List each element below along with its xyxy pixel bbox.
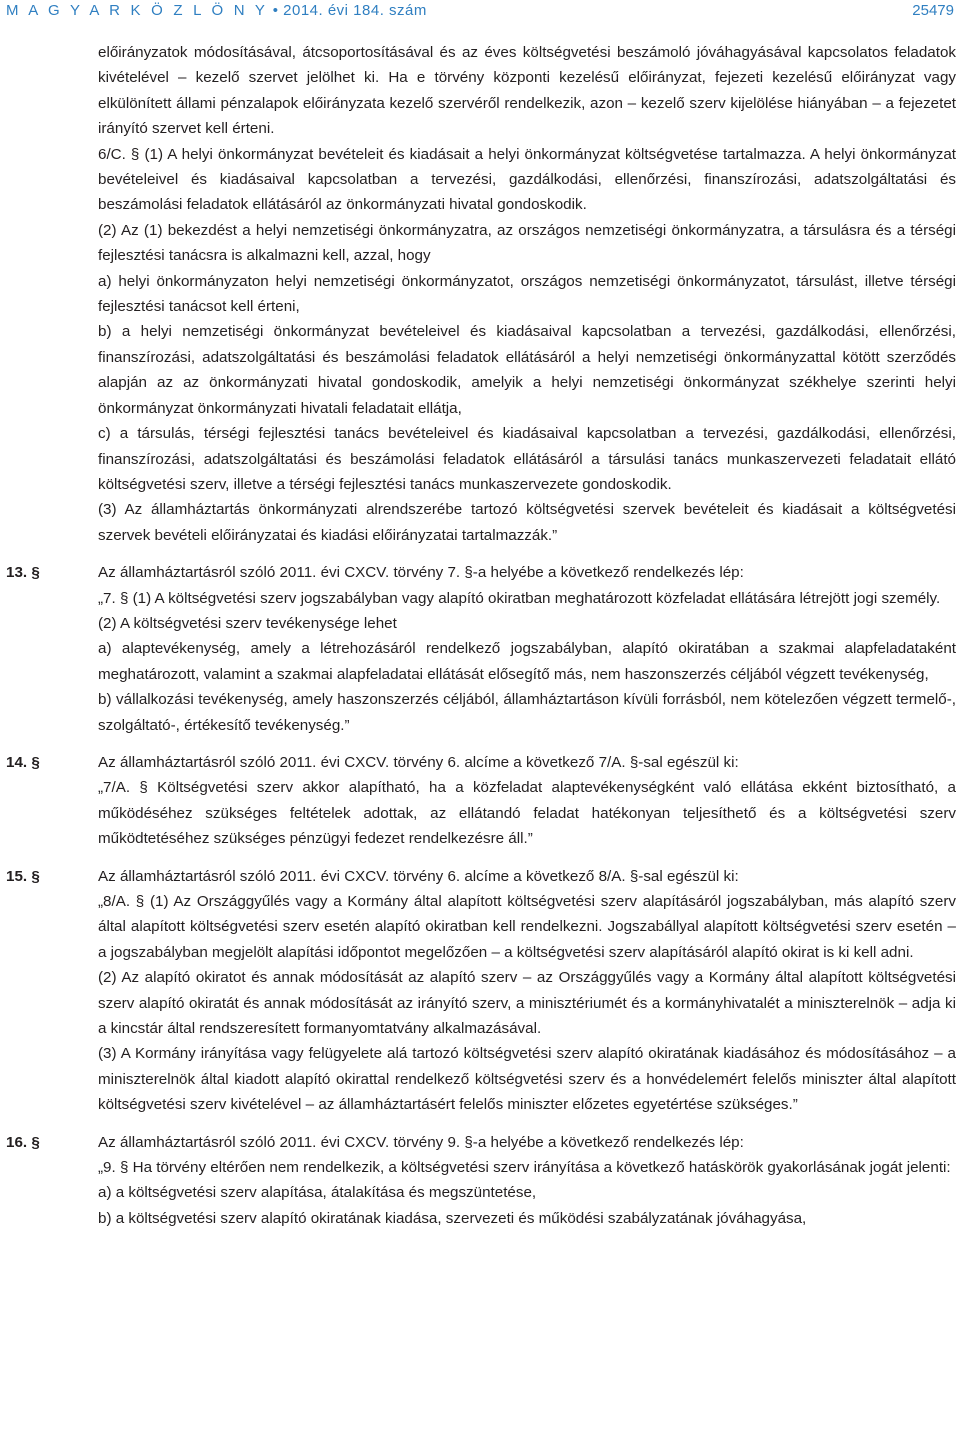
- paragraph: (2) Az (1) bekezdést a helyi nemzetiségi önkormányzatra, az országos nemzetiségi önkormányzatra, a társulásra és a térségi fejlesztési tanácsra is alkalmazni kell, azzal, hogy: [98, 221, 956, 265]
- section-number: 13. §: [6, 564, 40, 582]
- page-number: 25479: [912, 2, 954, 19]
- paragraph: (2) Az alapító okiratot és annak módosítását az alapító szerv – az Országgyűlés vagy a Kormány által alapított költségvetési szerv alapító okiratát és annak módosítását az irányító szerv, a minisztériumét és a kormányhivatalét a miniszterelnök – adja ki a kincstár által rendszeresített formanyomtatvány alkalmazásával.: [98, 969, 956, 1038]
- paragraph: előirányzatok módosításával, átcsoportosításával és az éves költségvetési beszámoló jóváhagyásával kapcsolatos feladatok kivételével – kezelő szervet jelölhet ki. Ha e törvény központi kezelésű előirányzat, fejezeti kezelésű előirányzat vagy elkülönített állami pénzalapok előirányzata kezelő szervéről rendelkezik, azon – kezelő szerv kijelölése hiányában – a fejezetet irányító szervet kell érteni.: [98, 44, 956, 138]
- section-14: [6, 750, 956, 852]
- paragraph: „8/A. § (1) Az Országgyűlés vagy a Kormány által alapított költségvetési szerv alapításáról jogszabályban, más alapító szerv által alapított költségvetési szerv esetén alapító okiratban kell rendelkezni. Jogszabállyal alapított költségvetési szerv esetén – a jogszabályban megjelölt alapítási időpontot megelőzően – a költségvetési szerv alapításáról alapító okirat is ki kell adni.: [98, 893, 956, 961]
- section-intro: Az államháztartásról szóló 2011. évi CXCV. törvény 6. alcíme a következő 7/A. §-sal egészül ki:: [98, 753, 739, 771]
- section-13: [6, 560, 956, 738]
- paragraph: „7. § (1) A költségvetési szerv jogszabályban vagy alapító okiratban meghatározott közfeladat ellátására létrejött jogi személy.: [98, 589, 941, 607]
- document-body: [6, 40, 956, 1231]
- section-16: [6, 1130, 956, 1232]
- paragraph: (3) Az államháztartás önkormányzati alrendszerébe tartozó költségvetési szervek bevételeit és kiadásait a költségvetési szervek bevételi előirányzatai és kiadási előirányzatai tartalmazzák.”: [98, 501, 956, 544]
- paragraph: b) a költségvetési szerv alapító okiratának kiadása, szervezeti és működési szabályzatának jóváhagyása,: [98, 1209, 807, 1227]
- journal-title: M A G Y A R K Ö Z L Ö N Y: [6, 2, 269, 19]
- section-number: 16. §: [6, 1133, 40, 1151]
- paragraph: a) a költségvetési szerv alapítása, átalakítása és megszüntetése,: [98, 1184, 537, 1202]
- section-intro: Az államháztartásról szóló 2011. évi CXCV. törvény 9. §-a helyébe a következő rendelkezés lép:: [98, 1133, 744, 1151]
- page-header: [0, 0, 960, 24]
- paragraph: b) vállalkozási tevékenység, amely haszonszerzés céljából, államháztartáson kívüli forrásból, nem kötelezően végzett termelő-, szolgáltató-, értékesítő tevékenység.”: [98, 691, 956, 734]
- paragraph: a) helyi önkormányzaton helyi nemzetiségi önkormányzatot, országos nemzetiségi önkormányzatot, társulást, illetve térségi fejlesztési tanácsot kell érteni,: [98, 272, 956, 316]
- paragraph: „9. § Ha törvény eltérően nem rendelkezik, a költségvetési szerv irányítása a következő hatáskörök gyakorlásának jogát jelenti:: [98, 1159, 951, 1177]
- paragraph: „7/A. § Költségvetési szerv akkor alapítható, ha a közfeladat alaptevékenységként való ellátása ekként biztosítható, a működéséhez szükséges feltételek adottak, az ellátandó feladat hatékonyan teljesíthető és a költségvetési szerv működtetéséhez szükséges pénzügyi fedezet rendelkezésre áll.”: [98, 779, 956, 848]
- paragraph: 6/C. § (1) A helyi önkormányzat bevételeit és kiadásait a helyi önkormányzat költségvetése tartalmazza. A helyi önkormányzat bevételeivel és kiadásaival kapcsolatban a tervezési, gazdálkodási, ellenőrzési, finanszírozási, adatszolgáltatási és beszámolási feladatok ellátásáról az önkormányzati hivatal gondoskodik.: [98, 145, 956, 214]
- paragraph: (3) A Kormány irányítása vagy felügyelete alá tartozó költségvetési szerv alapító okiratának kiadásához és módosításához – a miniszterelnök által kiadott alapító okirattal rendelkező költségvetési szerv és a honvédelemért felelős miniszter által alapított költségvetési szerv kivételével – az államháztartásért felelős miniszter előzetes egyetértése szükséges.”: [98, 1045, 956, 1114]
- header-bullet: •: [272, 2, 279, 19]
- section-intro: Az államháztartásról szóló 2011. évi CXCV. törvény 7. §-a helyébe a következő rendelkezés lép:: [98, 564, 744, 582]
- paragraph: b) a helyi nemzetiségi önkormányzat bevételeivel és kiadásaival kapcsolatban a tervezési, gazdálkodási, ellenőrzési, finanszírozási, adatszolgáltatási és beszámolási feladatok ellátásáról a helyi nemzetiségi önkormányzattal kötött szerződés alapján az az önkormányzati hivatal gondoskodik, amelyik a helyi nemzetiségi önkormányzat székhelye szerinti helyi önkormányzat önkormányzati hivatali feladatait ellátja,: [98, 323, 956, 417]
- section-number: 15. §: [6, 867, 40, 885]
- section-intro: Az államháztartásról szóló 2011. évi CXCV. törvény 6. alcíme a következő 8/A. §-sal egészül ki:: [98, 867, 739, 885]
- section-number: 14. §: [6, 753, 40, 771]
- section-15: [6, 864, 956, 1118]
- paragraph: a) alaptevékenység, amely a létrehozásáról rendelkező jogszabályban, alapító okiratában a szakmai alapfeladataként meghatározott, valamint a szakmai alapfeladatai ellátását elősegítő más, nem haszonszerzés céljából végzett tevékenység,: [98, 640, 956, 683]
- paragraph: c) a társulás, térségi fejlesztési tanács bevételeivel és kiadásaival kapcsolatban a tervezési, gazdálkodási, ellenőrzési, finanszírozási, adatszolgáltatási és beszámolási feladatok ellátásáról a társulási tanács munkaszervezeti feladatait ellátó költségvetési szerv, illetve a térségi fejlesztési tanács munkaszervezete gondoskodik.: [98, 425, 956, 493]
- paragraph: (2) A költségvetési szerv tevékenysége lehet: [98, 614, 397, 632]
- issue-label: 2014. évi 184. szám: [283, 2, 427, 19]
- journal-info: [6, 2, 427, 19]
